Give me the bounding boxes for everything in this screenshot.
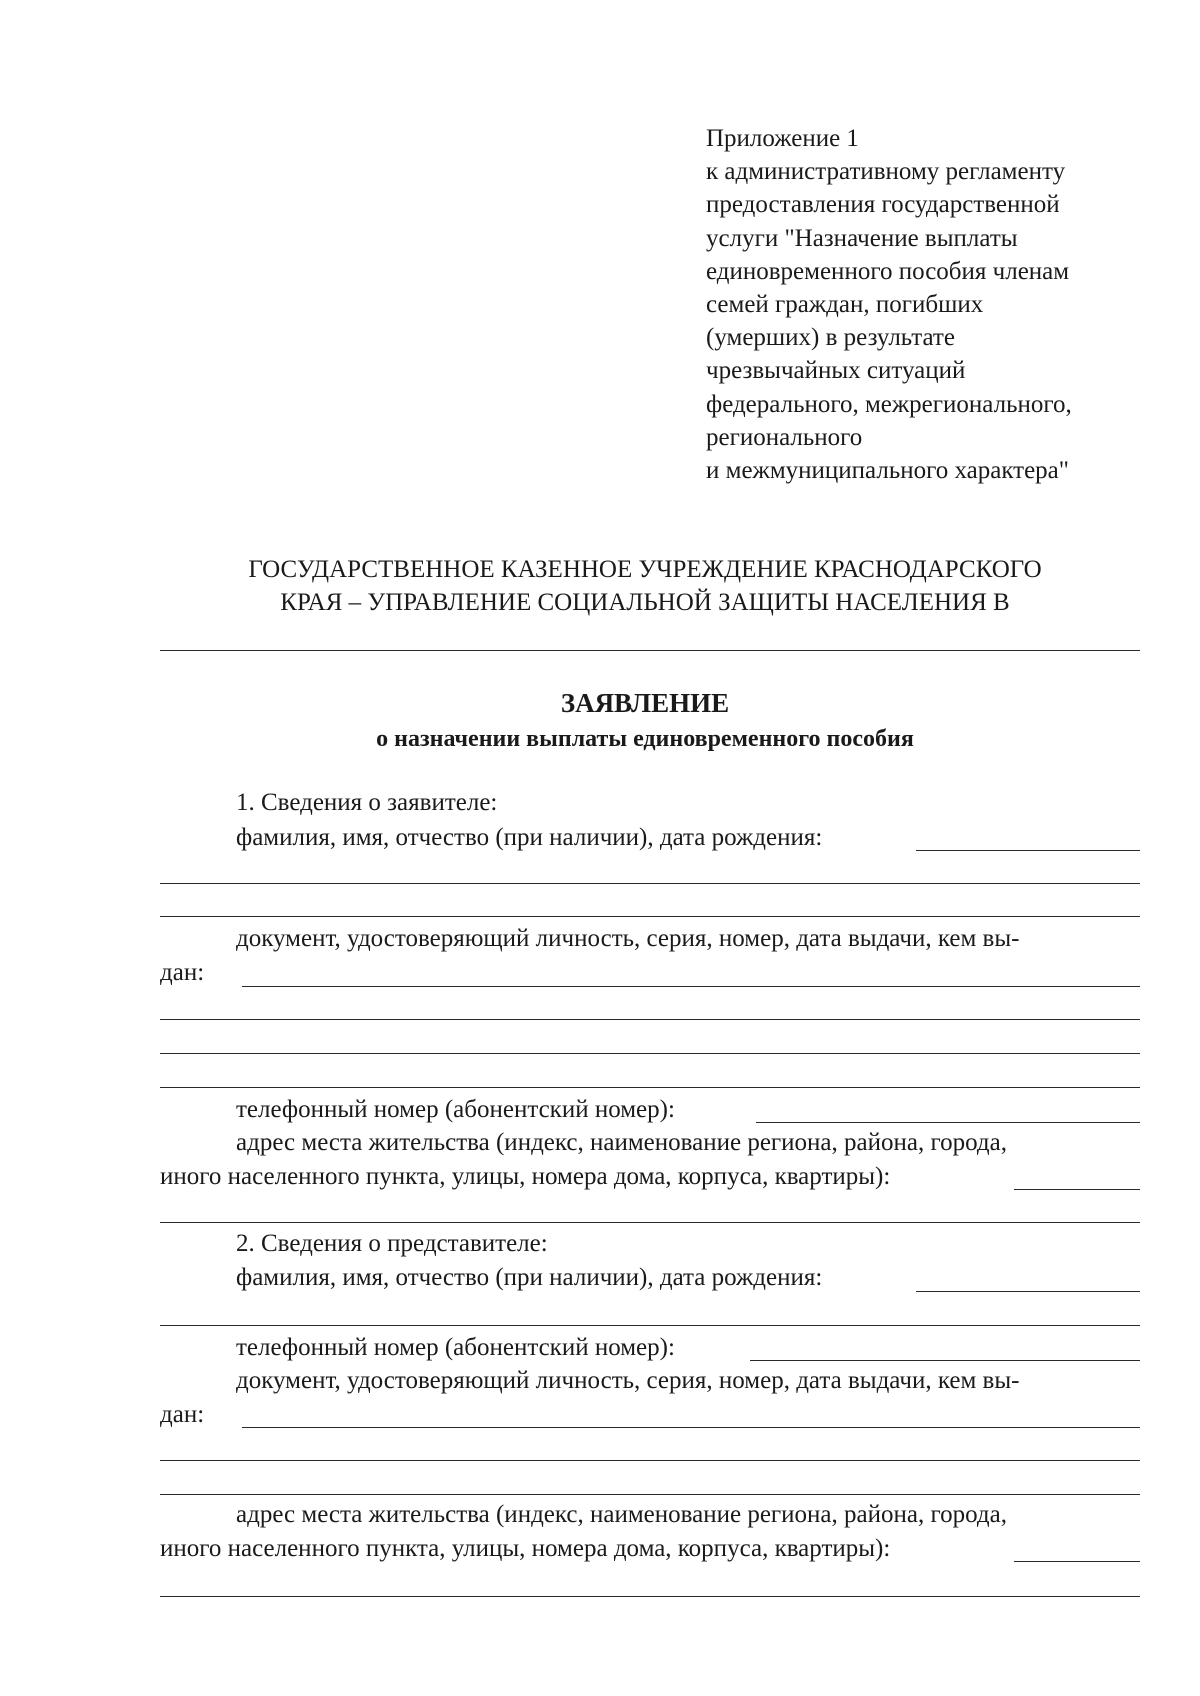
representative-fio-label: фамилия, имя, отчество (при наличии), дата рождения: (236, 1264, 823, 1291)
appendix-line: предоставления государственной (706, 191, 1060, 219)
applicant-phone-field[interactable] (756, 1122, 1140, 1123)
applicant-document-field-line[interactable] (160, 1087, 1140, 1088)
form-subtitle: о назначении выплаты единовременного пособия (376, 726, 914, 752)
applicant-document-field[interactable] (242, 986, 1140, 987)
representative-phone-field[interactable] (750, 1360, 1140, 1361)
appendix-line: единовременного пособия членам (706, 257, 1070, 285)
applicant-phone-label: телефонный номер (абонентский номер): (236, 1096, 675, 1123)
form-title: ЗАЯВЛЕНИЕ (560, 688, 730, 718)
organization-line-2: КРАЯ – УПРАВЛЕНИЕ СОЦИАЛЬНОЙ ЗАЩИТЫ НАСЕЛЕНИЯ В (280, 589, 1010, 616)
appendix-line: (умерших) в результате (706, 324, 955, 352)
representative-address-field-line[interactable] (160, 1596, 1140, 1597)
representative-document-label-end: дан: (160, 1401, 205, 1428)
representative-address-label: адрес места жительства (индекс, наименование региона, района, города, (236, 1501, 1007, 1528)
appendix-line: регионального (706, 423, 863, 451)
appendix-note (706, 122, 1072, 487)
applicant-document-label: документ, удостоверяющий личность, серия, номер, дата выдачи, кем вы- (236, 925, 1020, 952)
applicant-address-field-line[interactable] (160, 1222, 1140, 1223)
appendix-line: чрезвычайных ситуаций (706, 357, 966, 385)
applicant-address-field[interactable] (1014, 1189, 1140, 1190)
applicant-fio-field[interactable] (916, 850, 1140, 851)
organization-line-1: ГОСУДАРСТВЕННОЕ КАЗЕННОЕ УЧРЕЖДЕНИЕ КРАСНОДАРСКОГО (248, 556, 1042, 583)
representative-document-field[interactable] (242, 1427, 1140, 1428)
representative-address-field[interactable] (1014, 1561, 1140, 1562)
representative-fio-field[interactable] (916, 1291, 1140, 1292)
section2-heading: 2. Сведения о представителе: (236, 1230, 548, 1257)
applicant-document-field-line[interactable] (160, 1019, 1140, 1020)
applicant-fio-field-line[interactable] (160, 916, 1140, 917)
representative-phone-label: телефонный номер (абонентский номер): (236, 1334, 675, 1361)
applicant-fio-label: фамилия, имя, отчество (при наличии), дата рождения: (236, 824, 823, 851)
appendix-line: федерального, межрегионального, (706, 390, 1072, 418)
representative-document-label: документ, удостоверяющий личность, серия, номер, дата выдачи, кем вы- (236, 1367, 1020, 1394)
appendix-line: Приложение 1 (706, 125, 859, 152)
representative-fio-field-line[interactable] (160, 1325, 1140, 1326)
applicant-document-label-end: дан: (160, 959, 205, 986)
representative-document-field-line[interactable] (160, 1460, 1140, 1461)
applicant-address-label: адрес места жительства (индекс, наименование региона, района, города, (236, 1129, 1007, 1156)
appendix-line: к административному регламенту (706, 158, 1066, 186)
organization-fill-line[interactable] (160, 650, 1140, 651)
representative-address-label-end: иного населенного пункта, улицы, номера дома, корпуса, квартиры): (160, 1535, 891, 1562)
appendix-line: семей граждан, погибших (706, 291, 984, 319)
applicant-fio-field-line[interactable] (160, 883, 1140, 884)
appendix-line: услуги "Назначение выплаты (706, 224, 1018, 252)
applicant-address-label-end: иного населенного пункта, улицы, номера дома, корпуса, квартиры): (160, 1163, 891, 1190)
representative-document-field-line[interactable] (160, 1494, 1140, 1495)
section1-heading: 1. Сведения о заявителе: (236, 789, 498, 816)
appendix-line: и межмуниципального характера" (706, 457, 1069, 485)
applicant-document-field-line[interactable] (160, 1053, 1140, 1054)
